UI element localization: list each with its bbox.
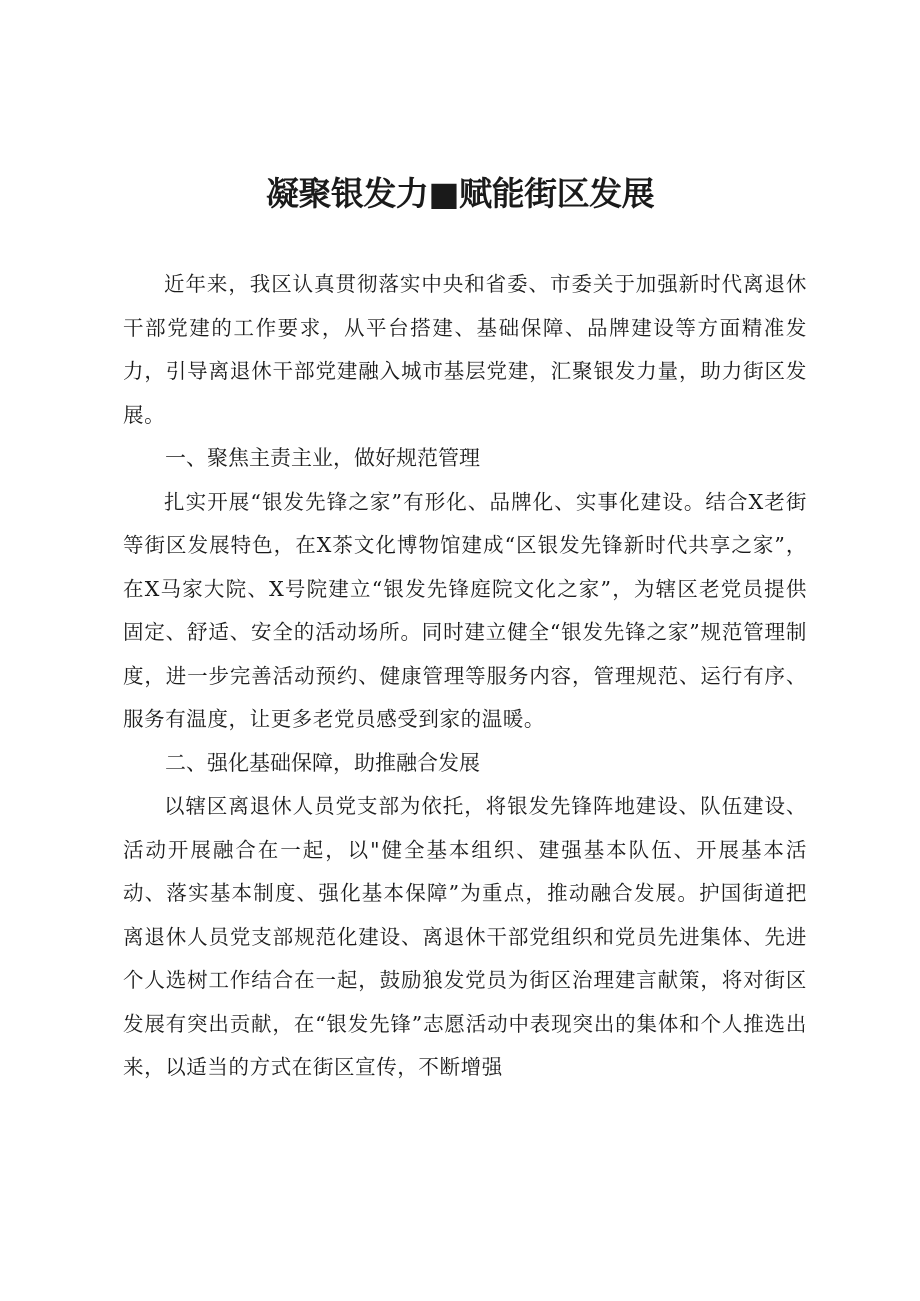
section-paragraph-2: 以辖区离退休人员党支部为依托，将银发先锋阵地建设、队伍建设、活动开展融合在一起，以"健全基本组织、建强基本队伍、开展基本活动、落实基本制度、强化基本保障”为重点，推动融合发展。护国街道把离退休人员党支部规范化建设、离退休干部党组织和党员先进集体、先进个人选树工作结合在一起，鼓励狼发党员为街区治理建言献策，将对街区发展有突出贡献，在“银发先锋”志愿活动中表现突出的集体和个人推选出来，以适当的方式在街区宣传，不断增强 [123,794,807,1079]
intro-paragraph: 近年来，我区认真贯彻落实中央和省委、市委关于加强新时代离退休干部党建的工作要求，从平台搭建、基础保障、品牌建设等方面精准发力，引导离退休干部党建融入城市基层党建，汇聚银发力量，助力街区发展。 [123,272,807,427]
section-paragraph-1: 扎实开展“银发先锋之家”有形化、品牌化、实事化建设。结合X老街等街区发展特色，在X茶文化博物馆建成“区银发先锋新时代共享之家”，在X马家大院、X号院建立“银发先锋庭院文化之家”，为辖区老党员提供固定、舒适、安全的活动场所。同时建立健全“银发先锋之家”规范管理制度，进一步完善活动预约、健康管理等服务内容，管理规范、运行有序、服务有温度，让更多老党员感受到家的温暖。 [123,489,807,731]
section-heading-2: 二、强化基础保障，助推融合发展 [165,750,480,775]
section-heading-1: 一、聚焦主责主业，做好规范管理 [165,446,480,470]
document-title: 凝聚银发力■赋能街区发展 [265,174,655,213]
document-body [123,263,807,1090]
